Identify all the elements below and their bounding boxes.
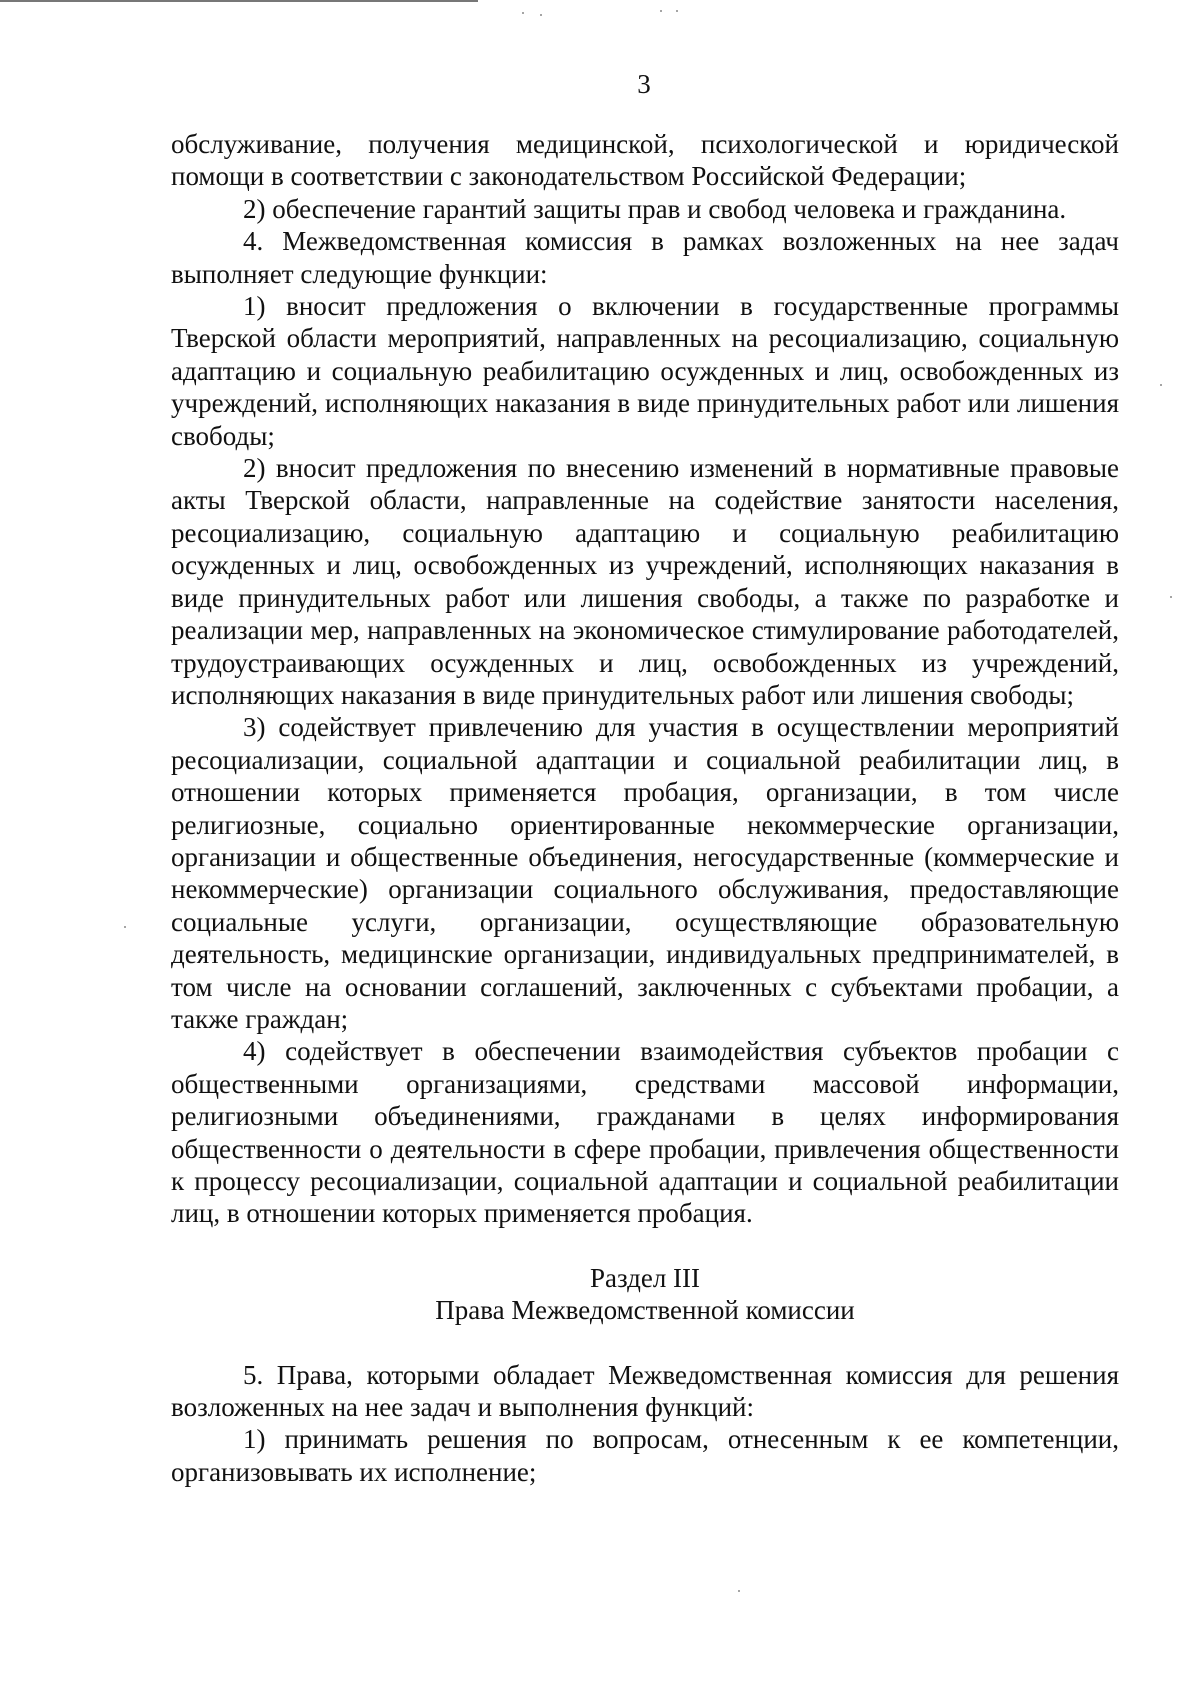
paragraph: 4) содействует в обеспечении взаимодействия субъектов пробации с общественными организациями, средствами массовой информации, религиозными объединениями, гражданами в целях информирования общественности о деятельности в сфере пробации, привлечения общественности к процессу ресоциализации, социальной адаптации и социальной реабилитации лиц, в отношении которых применяется пробация.	[171, 1036, 1119, 1229]
scan-speck	[1170, 596, 1172, 598]
paragraph: 4. Межведомственная комиссия в рамках возложенных на нее задач выполняет следующие функции:	[171, 226, 1119, 289]
scan-speck	[676, 10, 678, 12]
section-title: Права Межведомственной комиссии	[435, 1295, 855, 1326]
scan-speck	[1160, 384, 1162, 386]
paragraphs-after-section	[171, 1359, 1119, 1489]
paragraph: 3) содействует привлечению для участия в осуществлении мероприятий ресоциализации, социальной адаптации и социальной реабилитации лиц, в отношении которых применяется пробация, организации, в том числе религиозные, социально ориентированные некоммерческие организации, организации и общественные объединения, негосударственные (коммерческие и некоммерческие) организации социального обслуживания, предоставляющие социальные услуги, организации, осуществляющие образовательную деятельность, медицинские организации, индивидуальных предпринимателей, в том числе на основании соглашений, заключенных с субъектами пробации, а также граждан;	[171, 712, 1119, 1034]
paragraphs-before-section	[171, 128, 1119, 1230]
page-number: 3	[637, 69, 651, 99]
scan-speck	[540, 14, 542, 16]
scan-top-border	[0, 0, 478, 2]
paragraph: обслуживание, получения медицинской, психологической и юридической помощи в соответствии с законодательством Российской Федерации;	[171, 129, 1119, 192]
paragraph: 1) принимать решения по вопросам, отнесенным к ее компетенции, организовывать их исполнение;	[171, 1424, 1119, 1487]
section-number: Раздел III	[589, 1262, 701, 1293]
paragraph: 5. Права, которыми обладает Межведомственная комиссия для решения возложенных на нее задач и выполнения функций:	[171, 1359, 1119, 1423]
scan-speck	[522, 12, 524, 14]
scan-speck	[738, 1590, 740, 1592]
scan-speck	[124, 926, 126, 928]
paragraph: 2) обеспечение гарантий защиты прав и свобод человека и гражданина.	[243, 193, 1067, 224]
paragraph: 2) вносит предложения по внесению изменений в нормативные правовые акты Тверской области, направленные на содействие занятости населения, ресоциализацию, социальную адаптацию и социальную реабилитацию осужденных и лиц, освобожденных из учреждений, исполняющих наказания в виде принудительных работ или лишения свободы, а также по разработке и реализации мер, направленных на экономическое стимулирование работодателей, трудоустраивающих осужденных и лиц, освобожденных из учреждений, исполняющих наказания в виде принудительных работ или лишения свободы;	[171, 453, 1119, 710]
document-body	[171, 128, 1119, 1488]
scan-speck	[660, 10, 662, 12]
section-heading	[171, 1262, 1119, 1327]
paragraph: 1) вносит предложения о включении в государственные программы Тверской области мероприятий, направленных на ресоциализацию, социальную адаптацию и социальную реабилитацию осужденных и лиц, освобожденных из учреждений, исполняющих наказания в виде принудительных работ или лишения свободы;	[171, 291, 1119, 451]
